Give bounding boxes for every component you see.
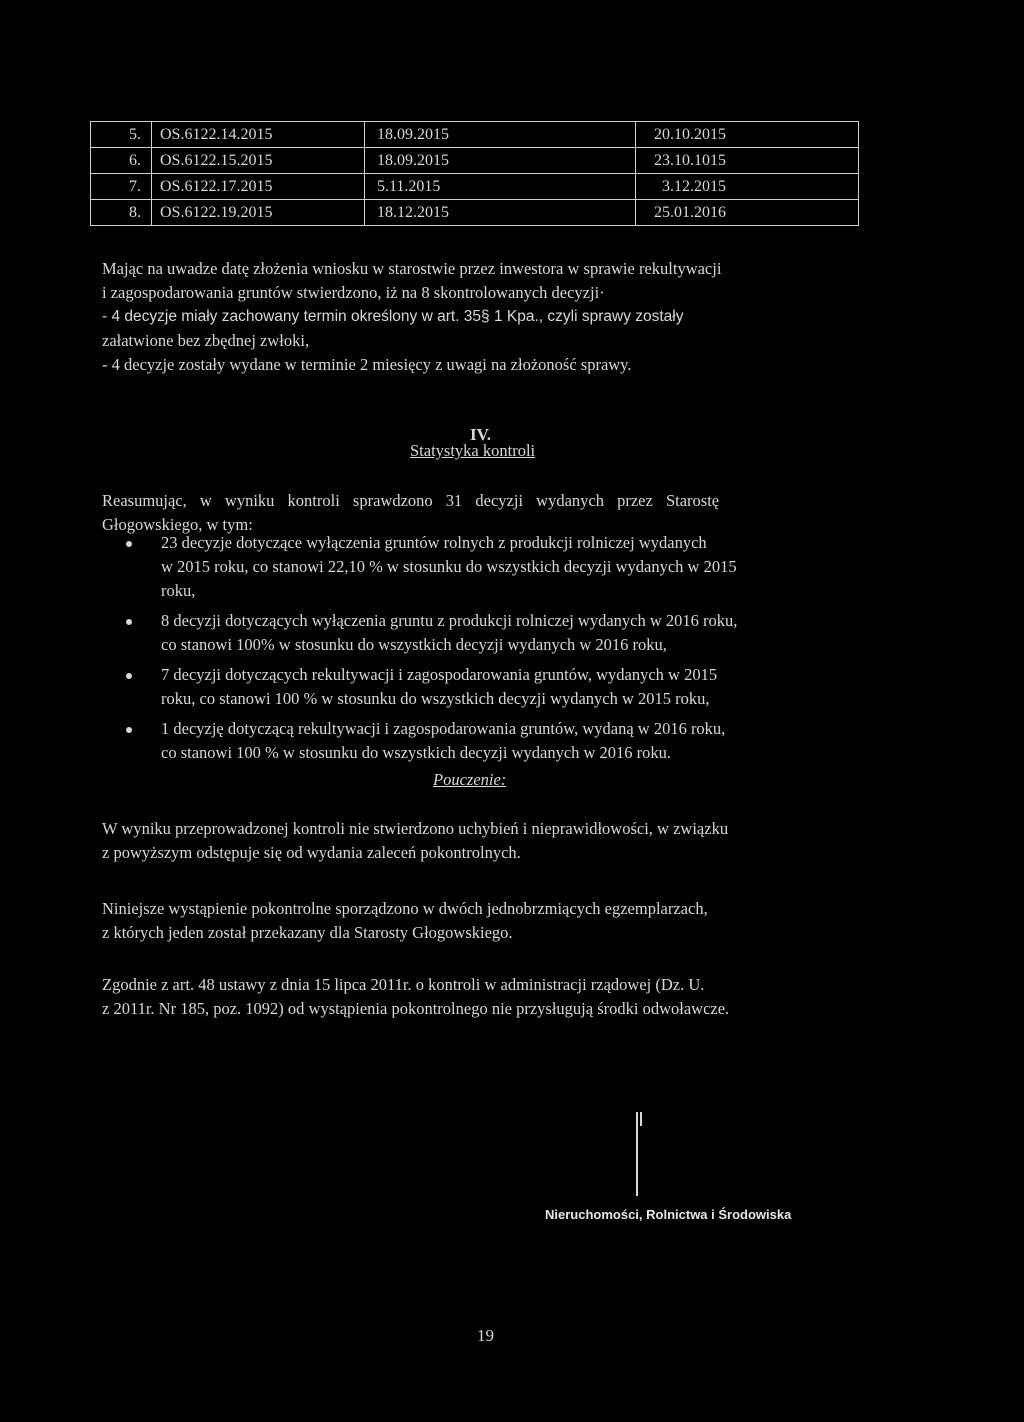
paragraph-line: z których jeden został przekazany dla Starosty Głogowskiego.: [102, 923, 513, 942]
bullet-icon: [126, 541, 132, 547]
bullet-icon: [126, 619, 132, 625]
intro-text: - 4 decyzje miały zachowany termin określony w art. 35: [102, 308, 482, 325]
application-date: 18.12.2015: [365, 200, 636, 226]
signature-mark: [640, 1112, 642, 1126]
table-row: [91, 148, 859, 174]
bullet-icon: [126, 673, 132, 679]
intro-line: załatwione bez zbędnej zwłoki,: [102, 331, 310, 350]
section-title: Statystyka kontroli: [410, 441, 536, 460]
application-date: 5.11.2015: [365, 174, 636, 200]
list-item-text: co stanowi 100 % w stosunku do wszystkich decyzji wydanych w 2016 roku.: [161, 743, 672, 762]
table-row: [91, 122, 859, 148]
section-roman-text: IV.: [470, 425, 491, 444]
list-item-text: roku,: [161, 581, 196, 600]
decision-date: 25.01.2016: [636, 200, 859, 226]
summary-paragraph: [102, 489, 868, 537]
case-code: OS.6122.17.2015: [152, 174, 365, 200]
instruction-heading: Pouczenie:: [433, 770, 507, 789]
list-item-text: co stanowi 100% w stosunku do wszystkich decyzji wydanych w 2016 roku,: [161, 635, 667, 654]
bullet-icon: [126, 727, 132, 733]
row-number: 7.: [91, 174, 152, 200]
decision-date: 20.10.2015: [636, 122, 859, 148]
statistics-list: [102, 531, 868, 765]
intro-text: , czyli sprawy zostały: [538, 308, 684, 325]
paragraph-line: z 2011r. Nr 185, poz. 1092) od wystąpienia pokontrolnego nie przysługują środki odwoławcze.: [102, 999, 730, 1018]
list-item-text: roku, co stanowi 100 % w stosunku do wszystkich decyzji wydanych w 2015 roku,: [161, 689, 710, 708]
legal-paragraph: [102, 973, 868, 1021]
row-number: 8.: [91, 200, 152, 226]
section-sign: §: [481, 308, 490, 325]
conclusion-paragraph: [102, 817, 868, 865]
intro-line: i zagospodarowania gruntów stwierdzono, iż na 8 skontrolowanych decyzji·: [102, 283, 605, 302]
intro-text: 1 Kpa.: [489, 308, 539, 325]
copies-paragraph: [102, 897, 868, 945]
signature-mark: [636, 1112, 638, 1196]
row-number: 6.: [91, 148, 152, 174]
summary-line: Głogowskiego, w tym:: [102, 515, 253, 534]
intro-line: Mając na uwadze datę złożenia wniosku w starostwie przez inwestora w sprawie rekultywacji: [102, 259, 722, 278]
intro-line: - 4 decyzje zostały wydane w terminie 2 miesięcy z uwagi na złożoność sprawy.: [102, 355, 632, 374]
list-item-text: 23 decyzje dotyczące wyłączenia gruntów rolnych z produkcji rolniczej wydanych: [161, 533, 707, 552]
paragraph-line: W wyniku przeprowadzonej kontroli nie stwierdzono uchybień i nieprawidłowości, w związku: [102, 819, 729, 838]
application-date: 18.09.2015: [365, 122, 636, 148]
list-item-text: w 2015 roku, co stanowi 22,10 % w stosunku do wszystkich decyzji wydanych w 2015: [161, 557, 737, 576]
application-date: 18.09.2015: [365, 148, 636, 174]
decisions-table: [90, 121, 859, 226]
paragraph-line: Niniejsze wystąpienie pokontrolne sporządzono w dwóch jednobrzmiących egzemplarzach,: [102, 899, 708, 918]
list-item: [102, 717, 868, 765]
paragraph-line: Zgodnie z art. 48 ustawy z dnia 15 lipca 2011r. o kontroli w administracji rządowej (Dz. U.: [102, 975, 705, 994]
intro-line: [102, 305, 868, 329]
intro-paragraph: [102, 257, 868, 377]
case-code: OS.6122.15.2015: [152, 148, 365, 174]
list-item: [102, 531, 868, 603]
decision-date: 3.12.2015: [636, 174, 859, 200]
decision-date: 23.10.1015: [636, 148, 859, 174]
list-item-text: 8 decyzji dotyczących wyłączenia gruntu z produkcji rolniczej wydanych w 2016 roku,: [161, 611, 738, 630]
paragraph-line: z powyższym odstępuje się od wydania zaleceń pokontrolnych.: [102, 843, 521, 862]
list-item: [102, 663, 868, 711]
summary-line: Reasumując, w wyniku kontroli sprawdzono 31 decyzji wydanych przez Starostę: [102, 491, 720, 510]
table-row: [91, 174, 859, 200]
case-code: OS.6122.14.2015: [152, 122, 365, 148]
list-item-text: 1 decyzję dotyczącą rekultywacji i zagospodarowania gruntów, wydaną w 2016 roku,: [161, 719, 726, 738]
department-stamp: Nieruchomości, Rolnictwa i Środowiska: [545, 1207, 792, 1222]
case-code: OS.6122.19.2015: [152, 200, 365, 226]
list-item: [102, 609, 868, 657]
page-number: 19: [477, 1326, 494, 1345]
table-row: [91, 200, 859, 226]
row-number: 5.: [91, 122, 152, 148]
list-item-text: 7 decyzji dotyczących rekultywacji i zagospodarowania gruntów, wydanych w 2015: [161, 665, 718, 684]
